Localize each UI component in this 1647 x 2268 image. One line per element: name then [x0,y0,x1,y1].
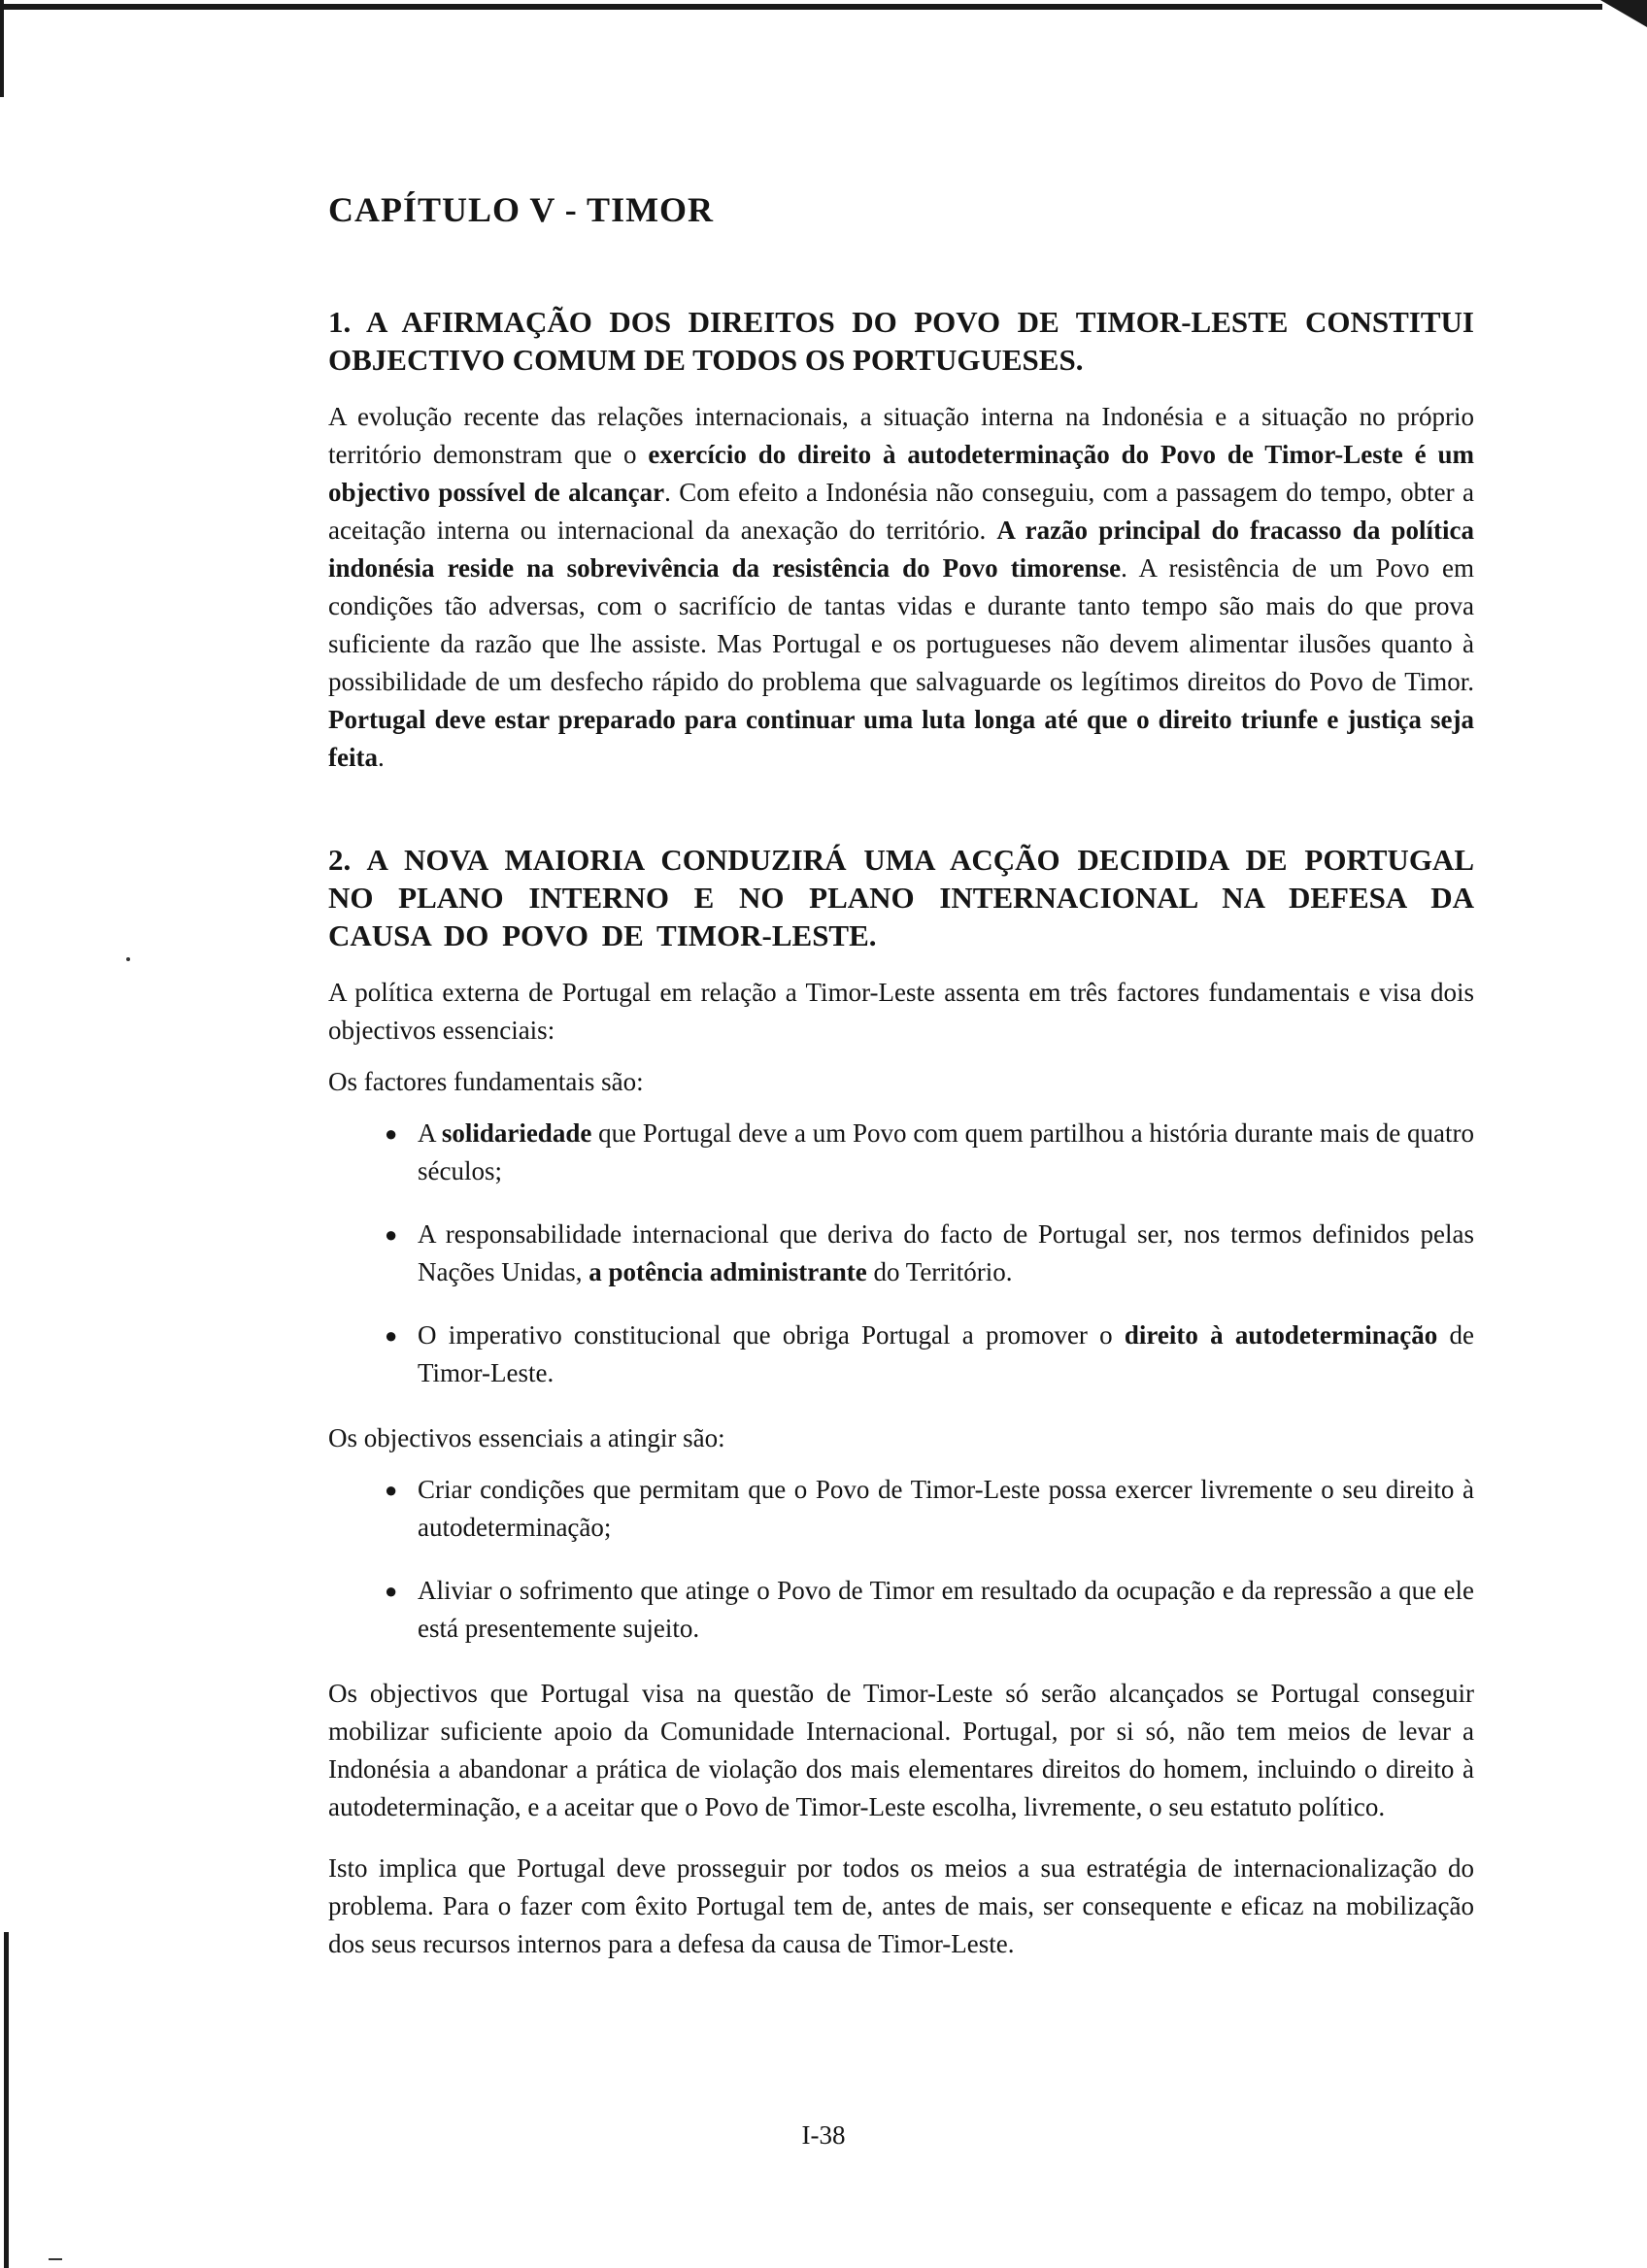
chapter-title: CAPÍTULO V - TIMOR [328,190,715,229]
section-2-paragraph-b: Isto implica que Portugal deve prosseguir por todos os meios a sua estratégia de internacionalização do problema. Para o fazer com êxito Portugal tem de, antes de mais, ser consequente e eficaz na mobilização dos seus recursos internos para a defesa da causa de Timor-Leste. [328,1853,1474,1958]
bullet-icon: ● [385,1121,398,1146]
scan-mark [49,2258,62,2260]
document-page [328,184,1474,1977]
scan-corner-mark [1600,0,1647,27]
factors-list [328,1115,1474,1392]
section-2-intro: A política externa de Portugal em relação a Timor-Leste assenta em três factores fundamentais e visa dois objectivos essenciais: [328,978,1474,1045]
section-2-heading: 2. A NOVA MAIORIA CONDUZIRÁ UMA ACÇÃO DECIDIDA DE PORTUGAL NO PLANO INTERNO E NO PLANO INTERNACIONAL NA DEFESA DA CAUSA DO POVO DE TIMOR-LESTE. [328,843,1474,952]
section-1-paragraph: A evolução recente das relações internacionais, a situação interna na Indonésia e a situação no próprio território demonstram que o exercício do direito à autodeterminação do Povo de Timor-Leste é um objectivo possível de alcançar. Com efeito a Indonésia não conseguiu, com a passagem do tempo, obter a aceitação interna ou internacional da anexação do território. A razão principal do fracasso da política indonésia reside na sobrevivência da resistência do Povo timorense. A resistência de um Povo em condições tão adversas, com o sacrifício de tantas vidas e durante tanto tempo são mais do que prova suficiente da razão que lhe assiste. Mas Portugal e os portugueses não devem alimentar ilusões quanto à possibilidade de um desfecho rápido do problema que salvaguarde os legítimos direitos do Povo de Timor. Portugal deve estar preparado para continuar uma luta longa até que o direito triunfe e justiça seja feita. [328,402,1474,772]
page-number: I-38 [801,2120,846,2150]
objectives-label: Os objectivos essenciais a atingir são: [328,1423,725,1452]
objectives-list [328,1471,1474,1648]
list-item: ● Aliviar o sofrimento que atinge o Povo de Timor em resultado da ocupação e da repressão a que ele está presentemente sujeito. [418,1572,1474,1648]
section-2-paragraph-a: Os objectivos que Portugal visa na questão de Timor-Leste só serão alcançados se Portugal conseguir mobilizar suficiente apoio da Comunidade Internacional. Portugal, por si só, não tem meios de levar a Indonésia a abandonar a prática de violação dos mais elementares direitos do homem, incluindo o direito à autodeterminação, e a aceitar que o Povo de Timor-Leste escolha, livremente, o seu estatuto político. [328,1679,1474,1821]
scan-border-left-bottom [4,1932,9,2268]
list-item: ● A solidariedade que Portugal deve a um Povo com quem partilhou a história durante mais de quatro séculos; [418,1115,1474,1190]
scan-border-top [0,4,1602,10]
scan-speck [126,957,130,961]
bullet-icon: ● [385,1478,398,1502]
section-1-heading: 1. A AFIRMAÇÃO DOS DIREITOS DO POVO DE TIMOR-LESTE CONSTITUI OBJECTIVO COMUM DE TODOS OS PORTUGUESES. [328,305,1474,377]
bullet-icon: ● [385,1323,398,1348]
list-item: ● Criar condições que permitam que o Povo de Timor-Leste possa exercer livremente o seu direito à autodeterminação; [418,1471,1474,1547]
scan-border-left-top [0,0,4,97]
list-item: ● O imperativo constitucional que obriga Portugal a promover o direito à autodeterminação de Timor-Leste. [418,1317,1474,1392]
factors-label: Os factores fundamentais são: [328,1067,644,1096]
bullet-icon: ● [385,1222,398,1247]
bullet-icon: ● [385,1579,398,1603]
list-item: ● A responsabilidade internacional que deriva do facto de Portugal ser, nos termos definidos pelas Nações Unidas, a potência administrante do Território. [418,1216,1474,1291]
